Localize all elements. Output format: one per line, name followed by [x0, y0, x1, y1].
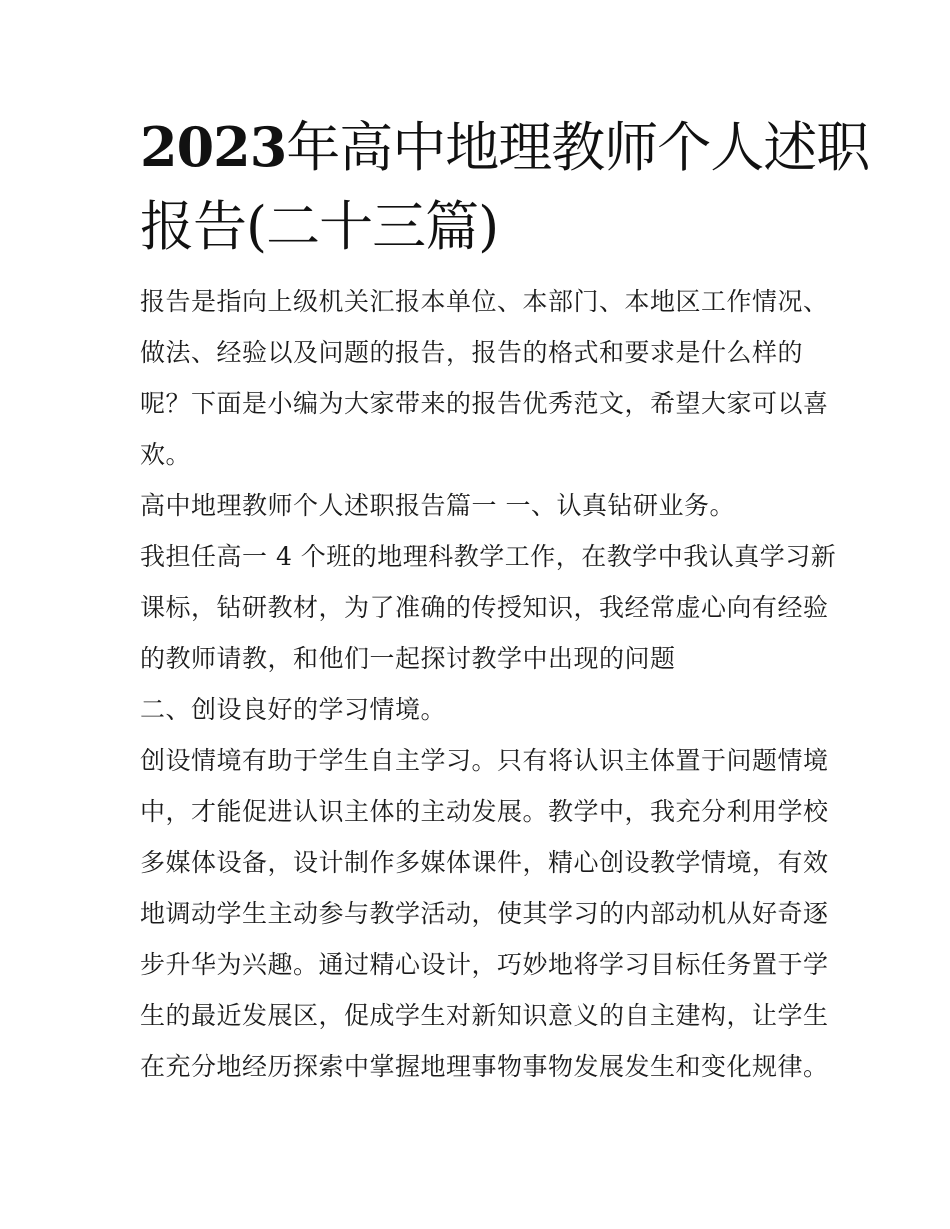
title-text-2: 报告(二十三篇) [140, 195, 499, 258]
section-2-paragraph-line: 中，才能促进认识主体的主动发展。教学中，我充分利用学校 [140, 797, 829, 826]
intro-paragraph-line: 报告是指向上级机关汇报本单位、本部门、本地区工作情况、 [140, 287, 829, 316]
section-2-paragraph-line: 创设情境有助于学生自主学习。只有将认识主体置于问题情境 [140, 746, 829, 775]
section-2-paragraph-line: 多媒体设备，设计制作多媒体课件，精心创设教学情境，有效 [140, 848, 829, 877]
title-text-1: 年高中地理教师个人述职 [286, 116, 870, 179]
section-2-paragraph-line: 地调动学生主动参与教学活动，使其学习的内部动机从好奇逐 [140, 899, 829, 928]
section-2-paragraph-line: 步升华为兴趣。通过精心设计，巧妙地将学习目标任务置于学 [140, 950, 829, 979]
section-heading-1: 高中地理教师个人述职报告篇一 一、认真钻研业务。 [140, 491, 735, 520]
intro-paragraph-line: 呢？下面是小编为大家带来的报告优秀范文，希望大家可以喜 [140, 389, 829, 418]
section-2-paragraph-line: 生的最近发展区，促成学生对新知识意义的自主建构，让学生 [140, 1001, 829, 1030]
section-heading-2: 二、创设良好的学习情境。 [140, 695, 447, 724]
document-title-line-2 [140, 194, 498, 260]
document-title-line-1 [140, 114, 869, 181]
intro-paragraph-line: 欢。 [140, 440, 192, 469]
intro-paragraph-line: 做法、经验以及问题的报告，报告的格式和要求是什么样的 [140, 338, 804, 367]
section-1-paragraph-line: 课标，钻研教材，为了准确的传授知识，我经常虚心向有经验 [140, 593, 829, 622]
title-year: 2023 [140, 115, 287, 179]
section-1-paragraph-line: 我担任高一 4 个班的地理科教学工作，在教学中我认真学习新 [140, 542, 837, 571]
section-2-paragraph-line: 在充分地经历探索中掌握地理事物事物发展发生和变化规律。 [140, 1052, 829, 1081]
section-1-paragraph-line: 的教师请教，和他们一起探讨教学中出现的问题 [140, 644, 676, 673]
